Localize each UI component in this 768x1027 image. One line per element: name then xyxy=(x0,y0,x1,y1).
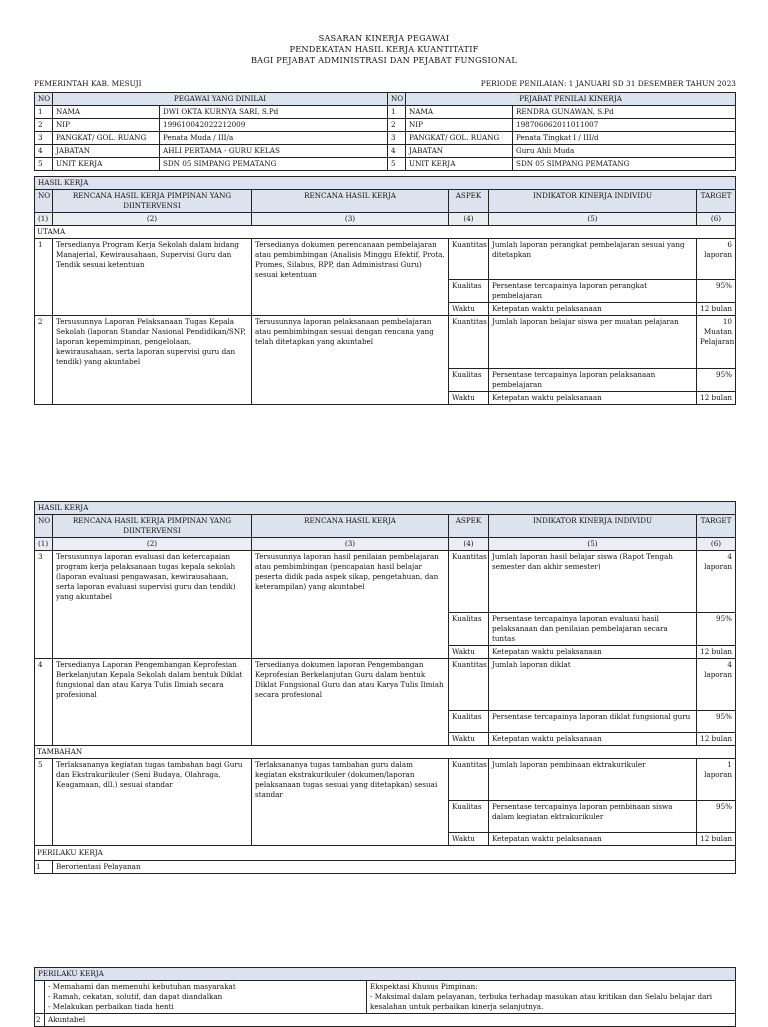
item-aspek: Kuantitas xyxy=(449,316,489,369)
doc-title-3: BAGI PEJABAT ADMINISTRASI DAN PEJABAT FUNGSIONAL xyxy=(250,55,518,65)
row-no: 3 xyxy=(35,132,53,145)
penilai-jabatan: Guru Ahli Muda xyxy=(513,145,736,158)
item-rhk: Tersedianya dokumen laporan Pengembangan Keprofesian Berkelanjutan Guru dalam bentuk Diklat Fungsional Guru dan atau Karya Tulis Ilmiah secara profesional xyxy=(252,659,449,746)
item-pimpinan: Terlaksananya kegiatan tugas tambahan bagi Guru dan Ekstrakurikuler (Seni Budaya, Olahraga, Keagamaan, dll.) sesuai standar xyxy=(53,759,252,846)
row-no: 2 xyxy=(388,119,406,132)
row-no: 5 xyxy=(388,158,406,171)
item-pimpinan: Tersusunnya Laporan Pelaksanaan Tugas Kepala Sekolah (laporan Standar Nasional Pendidikan/SNP, laporan kepemimpinan, pengelolaan, kewirausahaan, serta laporan supervisi guru dan tendik) yang akuntabel xyxy=(53,316,252,405)
table-row xyxy=(35,759,736,801)
row-label: UNIT KERJA xyxy=(53,158,160,171)
item-indikator: Jumlah laporan perangkat pembelajaran sesuai yang ditetapkan xyxy=(489,239,697,280)
row-label: NIP xyxy=(406,119,513,132)
col-num: (3) xyxy=(252,538,449,551)
hasil-kerja-table-1 xyxy=(34,176,736,405)
row-no: 5 xyxy=(35,158,53,171)
item-aspek: Kualitas xyxy=(449,369,489,392)
item-indikator: Persentase tercapainya laporan evaluasi hasil pelaksanaan dan penilaian pembelajaran secara tuntas xyxy=(489,613,697,646)
pegawai-jabatan: AHLI PERTAMA - GURU KELAS xyxy=(160,145,388,158)
table-row xyxy=(35,239,736,280)
row-label: JABATAN xyxy=(406,145,513,158)
doc-title-1: SASARAN KINERJA PEGAWAI xyxy=(318,33,450,43)
col-num: (6) xyxy=(697,213,736,226)
col-target: TARGET xyxy=(697,515,736,538)
perilaku-no: 1 xyxy=(35,861,53,874)
row-no: 4 xyxy=(388,145,406,158)
identity-row xyxy=(35,158,736,171)
bullet-item: - Memahami dan memenuhi kebutuhan masyarakat xyxy=(48,982,236,991)
penilai-name: RENDRA GUNAWAN, S.Pd xyxy=(513,106,736,119)
item-indikator: Jumlah laporan pembinaan ektrakurikuler xyxy=(489,759,697,801)
identity-row xyxy=(35,132,736,145)
item-no: 4 xyxy=(35,659,53,746)
item-aspek: Kualitas xyxy=(449,280,489,303)
perilaku-bullets xyxy=(45,981,367,1014)
section-perilaku: PERILAKU KERJA xyxy=(35,846,736,861)
item-aspek: Kualitas xyxy=(449,801,489,833)
hasil-kerja-title: HASIL KERJA xyxy=(35,502,736,515)
item-target: 12 bulan xyxy=(697,303,736,316)
item-target: 95% xyxy=(697,613,736,646)
ekspektasi-text: - Maksimal dalam pelayanan, terbuka terhadap masukan atau kritikan dan Selalu belajar dari kesalahan untuk perbaikan kinerja selanjutnya. xyxy=(370,992,713,1011)
item-target: 95% xyxy=(697,801,736,833)
col-no: NO xyxy=(35,515,53,538)
table-row xyxy=(35,659,736,711)
bullet-item: - Ramah, cekatan, solutif, dan dapat diandalkan xyxy=(48,992,223,1001)
col-num: (5) xyxy=(489,538,697,551)
item-target: 95% xyxy=(697,711,736,733)
row-label: PANGKAT/ GOL. RUANG xyxy=(406,132,513,145)
item-target: 4 laporan xyxy=(697,551,736,613)
col-rhk-pimpinan: RENCANA HASIL KERJA PIMPINAN YANG DIINTERVENSI xyxy=(53,515,252,538)
perilaku-item: Akuntabel xyxy=(45,1014,736,1027)
col-num: (2) xyxy=(53,213,252,226)
item-indikator: Ketepatan waktu pelaksanaan xyxy=(489,833,697,846)
col-target: TARGET xyxy=(697,190,736,213)
item-rhk: Tersusunnya laporan hasil penilaian pembelajaran atau pembimbingan (pencapaian hasil belajar peserta didik pada aspek sikap, pengetahuan, dan keterampilan) yang akuntabel xyxy=(252,551,449,659)
item-indikator: Ketepatan waktu pelaksanaan xyxy=(489,303,697,316)
penilai-header: PEJABAT PENILAI KINERJA xyxy=(406,93,736,106)
col-num: (1) xyxy=(35,538,53,551)
col-num: (6) xyxy=(697,538,736,551)
pegawai-pangkat: Penata Muda / III/a xyxy=(160,132,388,145)
item-indikator: Ketepatan waktu pelaksanaan xyxy=(489,646,697,659)
no-header: NO xyxy=(35,93,53,106)
item-aspek: Kualitas xyxy=(449,613,489,646)
item-aspek: Waktu xyxy=(449,733,489,746)
hasil-kerja-table-2 xyxy=(34,501,736,874)
item-aspek: Kuantitas xyxy=(449,759,489,801)
col-num: (4) xyxy=(449,213,489,226)
row-no: 4 xyxy=(35,145,53,158)
col-rhk: RENCANA HASIL KERJA xyxy=(252,190,449,213)
perilaku-title: PERILAKU KERJA xyxy=(35,968,736,981)
item-indikator: Jumlah laporan belajar siswa per muatan pelajaran xyxy=(489,316,697,369)
item-indikator: Persentase tercapainya laporan pelaksanaan pembelajaran xyxy=(489,369,697,392)
item-no: 5 xyxy=(35,759,53,846)
perilaku-item: Berorientasi Pelayanan xyxy=(53,861,736,874)
identity-header xyxy=(35,93,736,106)
item-pimpinan: Tersedianya Laporan Pengembangan Keprofesian Berkelanjutan Kepala Sekolah dalam bentuk Diklat fungsional dan atau Karya Tulis Ilmiah secara profesional xyxy=(53,659,252,746)
item-target: 4 laporan xyxy=(697,659,736,711)
row-label: UNIT KERJA xyxy=(406,158,513,171)
item-target: 95% xyxy=(697,369,736,392)
identity-table xyxy=(34,92,736,171)
item-aspek: Waktu xyxy=(449,303,489,316)
pegawai-unit: SDN 05 SIMPANG PEMATANG xyxy=(160,158,388,171)
item-aspek: Kualitas xyxy=(449,711,489,733)
row-no: 1 xyxy=(388,106,406,119)
item-target: 12 bulan xyxy=(697,646,736,659)
item-indikator: Persentase tercapainya laporan perangkat pembelajaran xyxy=(489,280,697,303)
doc-title-2: PENDEKATAN HASIL KERJA KUANTITATIF xyxy=(289,44,479,54)
col-num: (4) xyxy=(449,538,489,551)
row-no: 1 xyxy=(35,106,53,119)
item-aspek: Kuantitas xyxy=(449,659,489,711)
item-pimpinan: Tersedianya Program Kerja Sekolah dalam bidang Manajerial, Kewirausahaan, Supervisi Guru dan Tendik sesuai ketentuan xyxy=(53,239,252,316)
section-utama: UTAMA xyxy=(35,226,736,239)
item-target: 12 bulan xyxy=(697,733,736,746)
perilaku-table xyxy=(34,967,736,1027)
row-label: NIP xyxy=(53,119,160,132)
item-rhk: Tersedianya dokumen perencanaan pembelajaran atau pembimbingan (Analisis Minggu Efektif, Prota, Promes, Silabus, RPP, dan Administrasi Guru) sesuai ketentuan xyxy=(252,239,449,316)
item-indikator: Jumlah laporan diklat xyxy=(489,659,697,711)
pegawai-name: DWI OKTA KURNYA SARI, S.Pd xyxy=(160,106,388,119)
item-pimpinan: Tersusunnya laporan evaluasi dan ketercapaian program kerja pelaksanaan tugas kepala sekolah (laporan evaluasi pengawasan, kewirausahaan, serta laporan evaluasi supervisi guru dan tendik) yang akuntabel xyxy=(53,551,252,659)
table-row xyxy=(35,316,736,369)
item-indikator: Ketepatan waktu pelaksanaan xyxy=(489,392,697,405)
item-target: 10 Muatan Pelajaran xyxy=(697,316,736,369)
item-aspek: Kuantitas xyxy=(449,551,489,613)
periode-label: PERIODE PENILAIAN: 1 JANUARI SD 31 DESEMBER TAHUN 2023 xyxy=(480,79,736,88)
penilai-nip: 198706062011011007 xyxy=(513,119,736,132)
item-target: 6 laporan xyxy=(697,239,736,280)
identity-row xyxy=(35,106,736,119)
table-row xyxy=(35,551,736,613)
item-indikator: Ketepatan waktu pelaksanaan xyxy=(489,733,697,746)
penilai-pangkat: Penata Tingkat I / III/d xyxy=(513,132,736,145)
item-indikator: Persentase tercapainya laporan diklat fungsional guru xyxy=(489,711,697,733)
row-label: NAMA xyxy=(53,106,160,119)
pegawai-header: PEGAWAI YANG DINILAI xyxy=(53,93,388,106)
item-aspek: Kuantitas xyxy=(449,239,489,280)
item-indikator: Jumlah laporan hasil belajar siswa (Rapot Tengah semester dan akhir semester) xyxy=(489,551,697,613)
col-aspek: ASPEK xyxy=(449,190,489,213)
item-rhk: Terlaksananya tugas tambahan guru dalam kegiatan ekstrakurikuler (dokumen/laporan pelaksanaan tugas sesuai yang ditetapkan) sesuai standar xyxy=(252,759,449,846)
col-num: (5) xyxy=(489,213,697,226)
penilai-unit: SDN 05 SIMPANG PEMATANG xyxy=(513,158,736,171)
col-num: (3) xyxy=(252,213,449,226)
no-header-right: NO xyxy=(388,93,406,106)
col-rhk: RENCANA HASIL KERJA xyxy=(252,515,449,538)
item-aspek: Waktu xyxy=(449,646,489,659)
pegawai-nip: 199610042022212009 xyxy=(160,119,388,132)
col-no: NO xyxy=(35,190,53,213)
row-label: NAMA xyxy=(406,106,513,119)
perilaku-no: 2 xyxy=(35,1014,45,1027)
row-label: PANGKAT/ GOL. RUANG xyxy=(53,132,160,145)
identity-row xyxy=(35,145,736,158)
item-no: 2 xyxy=(35,316,53,405)
row-no: 2 xyxy=(35,119,53,132)
item-target: 12 bulan xyxy=(697,833,736,846)
col-num: (1) xyxy=(35,213,53,226)
col-num: (2) xyxy=(53,538,252,551)
item-no: 1 xyxy=(35,239,53,316)
item-target: 12 bulan xyxy=(697,392,736,405)
identity-row xyxy=(35,119,736,132)
item-aspek: Waktu xyxy=(449,833,489,846)
item-target: 1 laporan xyxy=(697,759,736,801)
col-rhk-pimpinan: RENCANA HASIL KERJA PIMPINAN YANG DIINTERVENSI xyxy=(53,190,252,213)
ekspektasi-label: Ekspektasi Khusus Pimpinan: xyxy=(370,982,478,991)
item-no: 3 xyxy=(35,551,53,659)
item-rhk: Tersusunnya laporan pelaksanaan pembelajaran atau pembimbingan sesuai dengan rencana yang telah ditetapkan yang akuntabel xyxy=(252,316,449,405)
ekspektasi-cell xyxy=(367,981,736,1014)
item-aspek: Waktu xyxy=(449,392,489,405)
item-target: 95% xyxy=(697,280,736,303)
section-tambahan: TAMBAHAN xyxy=(35,746,736,759)
hasil-kerja-title: HASIL KERJA xyxy=(35,177,736,190)
row-no: 3 xyxy=(388,132,406,145)
meta-row xyxy=(34,79,736,88)
col-indikator: INDIKATOR KINERJA INDIVIDU xyxy=(489,190,697,213)
item-indikator: Persentase tercapainya laporan pembinaan siswa dalam kegiatan ektrakurikuler xyxy=(489,801,697,833)
bullet-item: - Melakukan perbaikan tiada henti xyxy=(48,1002,174,1011)
row-label: JABATAN xyxy=(53,145,160,158)
col-indikator: INDIKATOR KINERJA INDIVIDU xyxy=(489,515,697,538)
instansi-label: PEMERINTAH KAB. MESUJI xyxy=(34,79,142,88)
col-aspek: ASPEK xyxy=(449,515,489,538)
